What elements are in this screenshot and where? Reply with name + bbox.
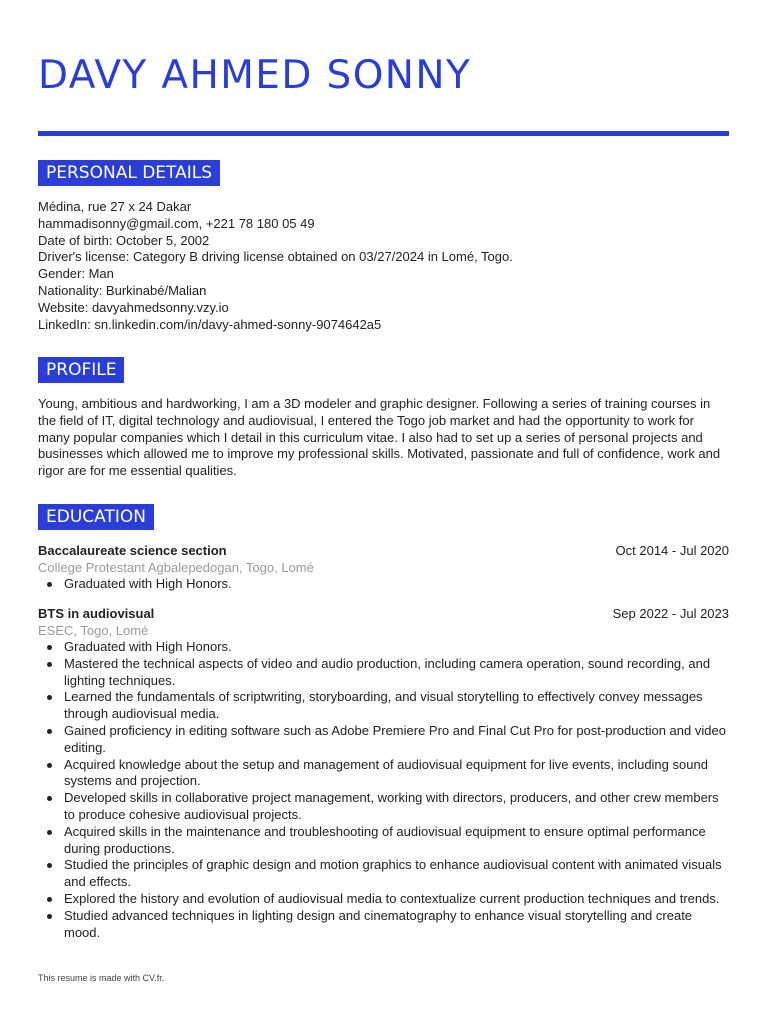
entry-header xyxy=(38,542,729,559)
degree-dates: Oct 2014 - Jul 2020 xyxy=(615,543,729,558)
section-heading-personal-details: PERSONAL DETAILS xyxy=(38,160,220,186)
section-heading-education: EDUCATION xyxy=(38,504,154,530)
list-item xyxy=(38,576,729,593)
bullet-text: Learned the fundamentals of scriptwriting, storyboarding, and visual storytelling to effectively convey messages through audiovisual media. xyxy=(64,689,703,722)
header-divider xyxy=(38,131,729,136)
candidate-name: DAVY AHMED SONNY xyxy=(38,53,472,98)
bullet-text: Mastered the technical aspects of video and audio production, including camera operation, sound recording, and lighting techniques. xyxy=(64,655,711,688)
bullet-icon xyxy=(47,695,52,700)
education-entry xyxy=(38,542,729,593)
list-item xyxy=(38,689,729,723)
bullet-icon xyxy=(47,914,52,919)
bullet-icon xyxy=(47,645,52,650)
gender: Gender: Man xyxy=(38,266,114,282)
nationality: Nationality: Burkinabé/Malian xyxy=(38,282,207,298)
bullet-icon xyxy=(47,763,52,768)
degree-dates: Sep 2022 - Jul 2023 xyxy=(612,606,729,621)
bullet-icon xyxy=(47,897,52,902)
bullet-icon xyxy=(47,582,52,587)
bullet-text: Acquired knowledge about the setup and management of audiovisual equipment for live events, including sound systems and projection. xyxy=(64,756,708,789)
bullet-icon xyxy=(47,729,52,734)
list-item xyxy=(38,656,729,690)
linkedin: LinkedIn: sn.linkedin.com/in/davy-ahmed-sonny-9074642a5 xyxy=(38,316,382,332)
degree-title: Baccalaureate science section xyxy=(38,543,227,558)
list-item xyxy=(38,908,729,942)
list-item xyxy=(38,824,729,858)
drivers-license: Driver's license: Category B driving license obtained on 03/27/2024 in Lomé, Togo. xyxy=(38,249,513,265)
bullet-text: Graduated with High Honors. xyxy=(64,576,232,591)
achievement-list xyxy=(38,576,729,593)
bullet-icon xyxy=(47,796,52,801)
profile-summary xyxy=(38,396,729,480)
degree-title: BTS in audiovisual xyxy=(38,606,155,621)
bullet-text: Developed skills in collaborative project management, working with directors, producers, and other crew members to produce cohesive audiovisual projects. xyxy=(64,790,719,822)
bullet-text: Studied advanced techniques in lighting design and cinematography to enhance visual storytelling and create mood. xyxy=(64,907,693,940)
profile-text: Young, ambitious and hardworking, I am a 3D modeler and graphic designer. Following a series of training courses in the field of IT, digital technology and audiovisual, I entered the Togo job market and had the opportunity to work for many popular companies which I detail in this curriculum vitae. I also had to set up a series of personal projects and businesses which allowed me to improve my professional skills. Motivated, passionate and full of confidence, work and rigor are for me essential qualities. xyxy=(38,396,721,479)
list-item xyxy=(38,891,729,908)
entry-header xyxy=(38,605,729,622)
bullet-text: Explored the history and evolution of audiovisual media to contextualize current production techniques and trends. xyxy=(64,890,720,906)
footer-credit: This resume is made with CV.fr. xyxy=(38,973,165,983)
bullet-icon xyxy=(47,662,52,667)
school-name: College Protestant Agbalepedogan, Togo, Lomé xyxy=(38,560,314,575)
personal-details xyxy=(38,199,729,333)
list-item xyxy=(38,757,729,791)
bullet-text: Graduated with High Honors. xyxy=(64,639,232,654)
list-item xyxy=(38,790,729,824)
list-item xyxy=(38,723,729,757)
bullet-icon xyxy=(47,863,52,868)
bullet-text: Studied the principles of graphic design and motion graphics to enhance audiovisual content with animated visuals and effects. xyxy=(64,857,722,890)
education-entry xyxy=(38,605,729,941)
bullet-text: Acquired skills in the maintenance and troubleshooting of audiovisual equipment to ensure optimal performance during productions. xyxy=(64,823,706,856)
website: Website: davyahmedsonny.vzy.io xyxy=(38,299,229,315)
list-item xyxy=(38,639,729,656)
list-item xyxy=(38,857,729,891)
date-of-birth: Date of birth: October 5, 2002 xyxy=(38,232,210,248)
school-name: ESEC, Togo, Lomé xyxy=(38,623,149,638)
bullet-text: Gained proficiency in editing software such as Adobe Premiere Pro and Final Cut Pro for post-production and video editing. xyxy=(64,722,726,755)
achievement-list xyxy=(38,639,729,941)
section-heading-profile: PROFILE xyxy=(38,357,124,383)
contact: hammadisonny@gmail.com, +221 78 180 05 49 xyxy=(38,215,315,231)
bullet-icon xyxy=(47,830,52,835)
address: Médina, rue 27 x 24 Dakar xyxy=(38,199,192,214)
